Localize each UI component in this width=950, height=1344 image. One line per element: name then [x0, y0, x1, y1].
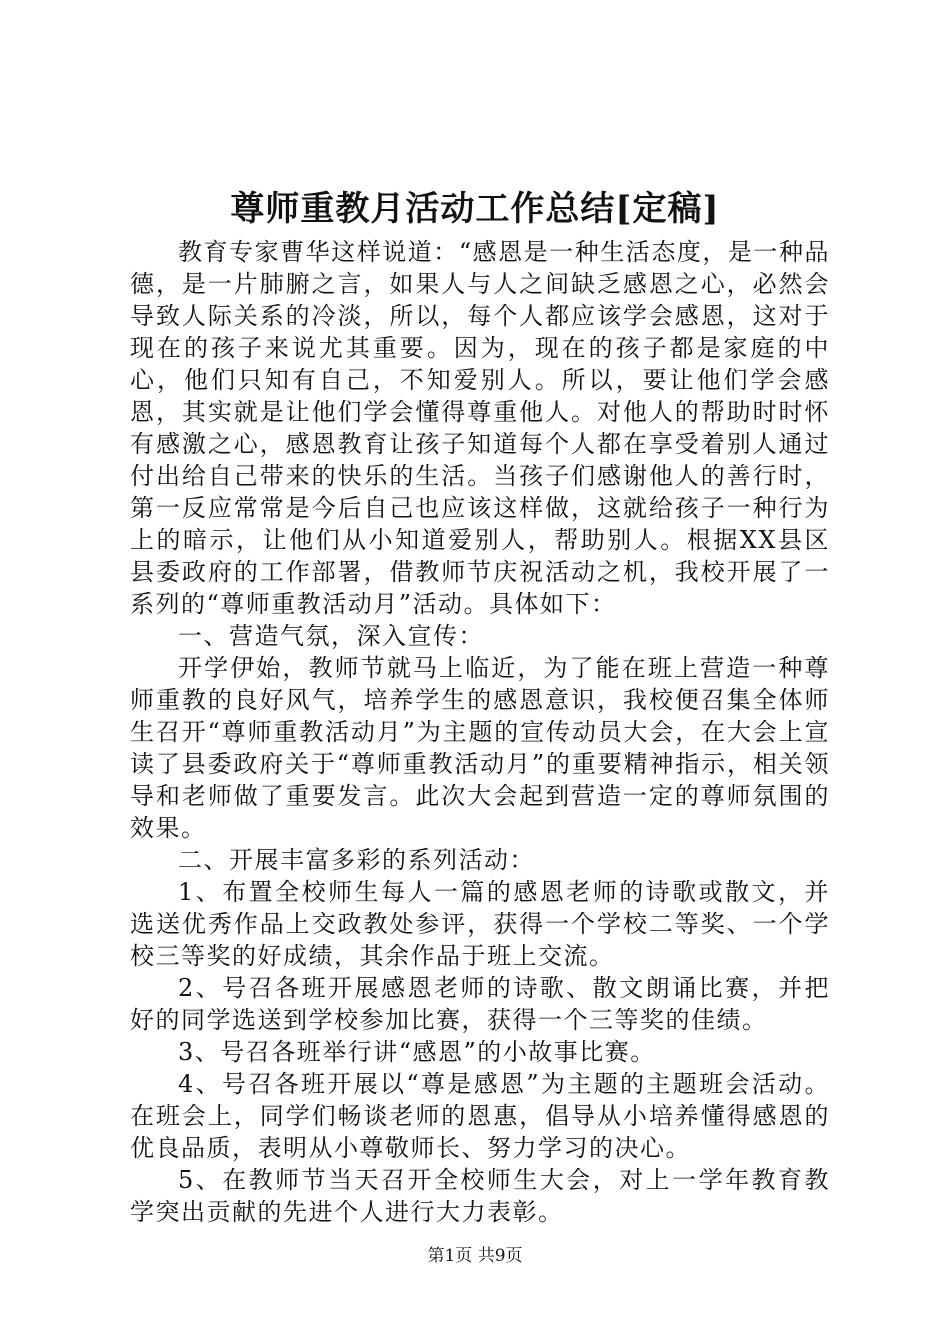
document-body: [130, 236, 830, 1228]
document-title: 尊师重教月活动工作总结[定稿]: [230, 189, 720, 229]
paragraph-section-1: 开学伊始，教师节就马上临近，为了能在班上营造一种尊师重教的良好风气，培养学生的感恩意识，我校便召集全体师生召开“尊师重教活动月”为主题的宣传动员大会，在大会上宣读了县委政府关于“尊师重教活动月”的重要精神指示，相关领导和老师做了重要发言。此次大会起到营造一定的尊师氛围的效果。: [130, 654, 830, 842]
section-heading-1: 一、营造气氛，深入宣传：: [178, 622, 484, 650]
list-item-3: 3、号召各班举行讲“感恩”的小故事比赛。: [178, 1038, 656, 1066]
list-item-5: 5、在教师节当天召开全校师生大会，对上一学年教育教学突出贡献的先进个人进行大力表彰。: [130, 1166, 830, 1226]
paragraph-intro: 教育专家曹华这样说道：“感恩是一种生活态度，是一种品德，是一片肺腑之言，如果人与人之间缺乏感恩之心，必然会导致人际关系的冷淡，所以，每个人都应该学会感恩，这对于现在的孩子来说尤其重要。因为，现在的孩子都是家庭的中心，他们只知有自己，不知爱别人。所以，要让他们学会感恩，其实就是让他们学会懂得尊重他人。对他人的帮助时时怀有感激之心，感恩教育让孩子知道每个人都在享受着别人通过付出给自己带来的快乐的生活。当孩子们感谢他人的善行时，第一反应常常是今后自己也应该这样做，这就给孩子一种行为上的暗示，让他们从小知道爱别人，帮助别人。根据XX县区县委政府的工作部署，借教师节庆祝活动之机，我校开展了一系列的“尊师重教活动月”活动。具体如下：: [130, 238, 830, 618]
page-footer: 第1页 共9页: [427, 1246, 523, 1266]
list-item-1: 1、布置全校师生每人一篇的感恩老师的诗歌或散文，并选送优秀作品上交政教处参评，获得一个学校二等奖、一个学校三等奖的好成绩，其余作品于班上交流。: [130, 878, 830, 970]
list-item-4: 4、号召各班开展以“尊是感恩”为主题的主题班会活动。在班会上，同学们畅谈老师的恩惠，倡导从小培养懂得感恩的优良品质，表明从小尊敬师长、努力学习的决心。: [130, 1070, 830, 1162]
list-item-2: 2、号召各班开展感恩老师的诗歌、散文朗诵比赛，并把好的同学选送到学校参加比赛，获得一个三等奖的佳绩。: [130, 974, 830, 1034]
section-heading-2: 二、开展丰富多彩的系列活动：: [178, 846, 535, 874]
